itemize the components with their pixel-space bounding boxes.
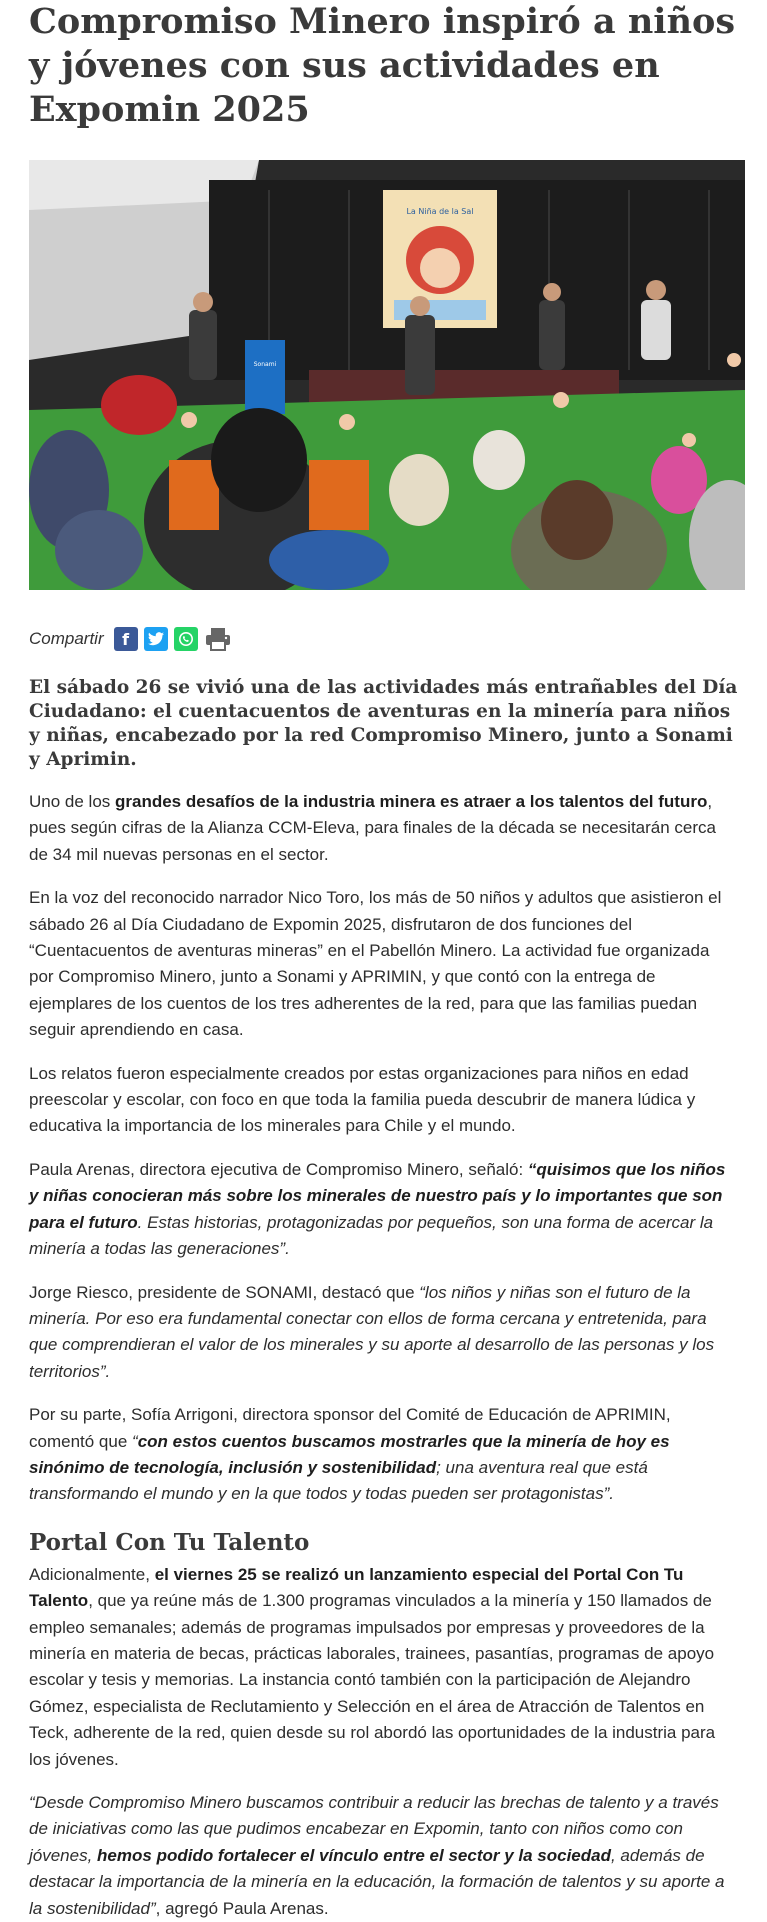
paragraph-3: Los relatos fueron especialmente creados por estas organizaciones para niños en edad preescolar y escolar, con foco en que toda la familia pueda descubrir de manera lúdica y educativa la importancia de los minerales para Chile y el mundo. (29, 1063, 696, 1136)
paragraph-1 (29, 789, 738, 868)
text: Adicionalmente, (29, 1564, 155, 1584)
whatsapp-icon[interactable] (174, 627, 198, 651)
section-title: Portal Con Tu Talento (29, 1528, 310, 1556)
text: Por su parte, Sofía Arrigoni, directora sponsor del Comité de Educación de APRIMIN, comentó que (29, 1405, 671, 1451)
podium-logo-text: Sonami (253, 361, 277, 368)
italic-quote: , además de destacar la importancia de la minería en la educación, la formación de talentos y su aporte a la sostenibilidad” (29, 1845, 725, 1918)
italic-quote: “los niños y niñas son el futuro de la minería. Por eso era fundamental conectar con ellos de forma cercana y entretenida, para que comprendieran el valor de los minerales y su aporte al desarrollo de las personas y los territorios”. (29, 1282, 715, 1381)
bold-italic-quote: hemos podido fortalecer el vínculo entre el sector y la sociedad (97, 1845, 611, 1865)
text: , agregó Paula Arenas. (155, 1898, 329, 1918)
text: Uno de los (29, 792, 115, 811)
article-lead: El sábado 26 se vivió una de las actividades más entrañables del Día Ciudadano: el cuentacuentos de aventuras en la minería para niños y niñas, encabezado por la red Compromiso Minero, junto a Sonami y Aprimin. (29, 677, 738, 770)
podium (245, 340, 285, 414)
hero-photo-illustration (29, 160, 745, 590)
italic-quote: ; una aventura real que está transformando el mundo y en la que todos y todas pueden ser protagonistas”. (29, 1457, 648, 1504)
bold-text: el viernes 25 se realizó un lanzamiento especial del Portal Con Tu Talento (29, 1564, 684, 1611)
article-title: Compromiso Minero inspiró a niños y jóvenes con sus actividades en Expomin 2025 (29, 1, 736, 130)
paragraph-2: En la voz del reconocido narrador Nico Toro, los más de 50 niños y adultos que asistieron el sábado 26 al Día Ciudadano de Expomin 2025, disfrutaron de dos funciones del “Cuentacuentos de aventuras mineras” en el Pabellón Minero. La actividad fue organizada por Compromiso Minero, junto a Sonami y APRIMIN, y que contó con la entrega de ejemplares de los cuentos de los tres adherentes de la red, para que las familias puedan seguir aprendiendo en casa. (29, 888, 722, 1040)
bold-italic-quote: con estos cuentos buscamos mostrarles que la minería de hoy es sinónimo de tecnología, inclusión y sostenibilidad (29, 1431, 670, 1477)
screen-title-text: La Niña de la Sal (406, 207, 474, 216)
text: Jorge Riesco, presidente de SONAMI, destacó que (29, 1282, 420, 1302)
paragraph-7 (29, 1562, 738, 1773)
text: , pues según cifras de la Alianza CCM-Eleva, para finales de la década se necesitarán cerca de 34 mil nuevas personas en el sector. (29, 792, 716, 864)
italic-quote: “Desde Compromiso Minero buscamos contribuir a reducir las brechas de talento y a través de iniciativas como las que pudimos encabezar en Expomin, tanto con niños como con jóvenes, (29, 1793, 719, 1865)
hero-photo (29, 160, 745, 590)
twitter-icon[interactable] (144, 627, 168, 651)
text: , que ya reúne más de 1.300 programas vinculados a la minería y 150 llamados de empleo semanales; además de programas impulsados por empresas y proveedores de la minería en materia de becas, prácticas laborales, trainees, pasantías, programas de apoyo escolar y tesis y memorias. La instancia contó también con la participación de Alejandro Gómez, especialista de Reclutamiento y Selección en el área de Atracción de Talentos en Teck, adherente de la red, quien desde su rol abordó las oportunidades de la industria para los jóvenes. (29, 1591, 716, 1769)
italic-quote: . Estas historias, protagonizadas por pequeños, son una forma de acercar la minería a todas las generaciones”. (29, 1212, 714, 1259)
bold-italic-quote: “quisimos que los niños y niñas conocieran más sobre los minerales de nuestro país y lo importantes que son para el futuro (29, 1159, 726, 1232)
facebook-icon[interactable]: f (114, 627, 138, 651)
italic-quote-open: “ (132, 1431, 138, 1451)
share-label: Compartir (29, 629, 104, 648)
bold-text: grandes desafíos de la industria minera es atraer a los talentos del futuro (115, 792, 708, 811)
text: Paula Arenas, directora ejecutiva de Compromiso Minero, señaló: (29, 1159, 528, 1179)
paragraph-8-quote (29, 1790, 738, 1922)
paragraph-5-quote-jorge-riesco (29, 1280, 738, 1386)
share-bar (29, 624, 738, 654)
print-icon[interactable] (204, 627, 232, 651)
paragraph-4-quote-paula-arenas (29, 1157, 738, 1263)
paragraph-6-quote-sofia-arrigoni (29, 1402, 738, 1508)
